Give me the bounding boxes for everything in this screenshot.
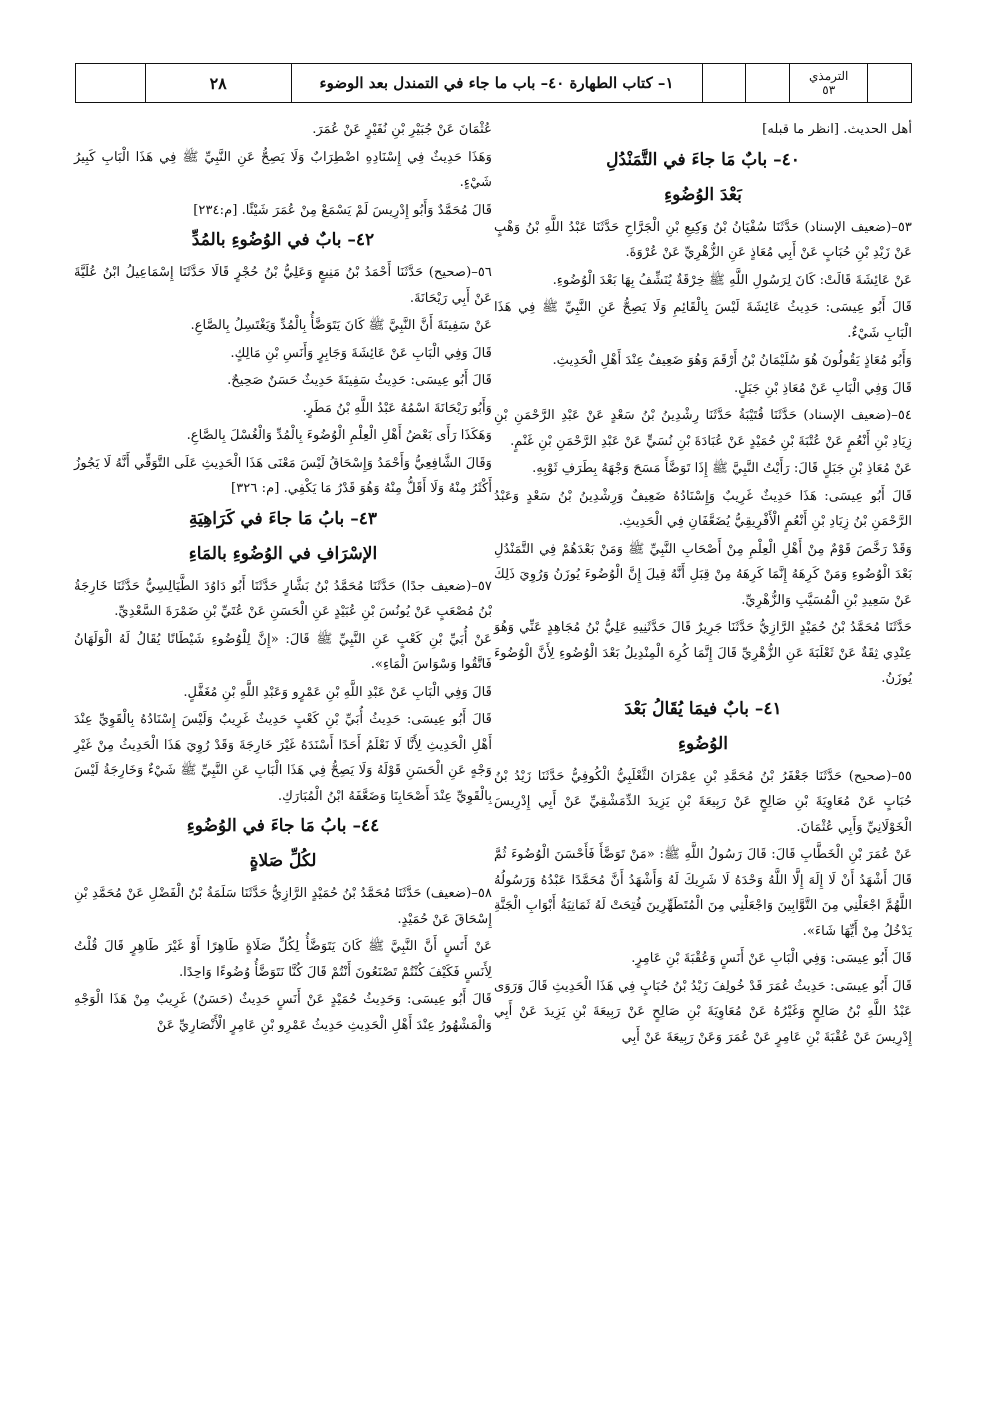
- text-paragraph: وَقَدْ رَخَّصَ قَوْمٌ مِنْ أَهْلِ الْعِلْمِ مِنْ أَصْحَابِ النَّبِيِّ ﷺ وَمَنْ بَعْدَهُمْ فِي التَّمَنْدُلِ بَعْدَ الْوُضُوءِ وَمَنْ كَرِهَهُ إِنَّمَا كَرِهَهُ مِنْ قِبَلِ أَنَّهُ قِيلَ إِنَّ الْوُضُوءَ يُوزَنُ وَرُوِيَ ذَلِكَ عَنْ سَعِيدِ بْنِ الْمُسَيَّبِ وَالزُّهْرِيِّ.: [494, 541, 912, 608]
- chapter-heading: ٤٠– بابٌ مَا جاءَ في التَّمَنْدُلِ: [606, 149, 800, 170]
- text-paragraph: وَقَالَ الشَّافِعِيُّ وَأَحْمَدُ وَإِسْحَاقُ لَيْسَ مَعْنَى هَذَا الْحَدِيثِ عَلَى التَّوَقِّي أَنَّهُ لَا يَجُوزُ أَكْثَرُ مِنْهُ وَلَا أَقَلُّ مِنْهُ وَهُوَ قَدْرُ مَا يَكْفِي. [م: ٣٢٦]: [74, 455, 492, 496]
- text-paragraph: عَنْ سَفِينَةَ أَنَّ النَّبِيَّ ﷺ كَانَ يَتَوَضَّأُ بِالْمُدِّ وَيَغْتَسِلُ بِالصَّاعِ.: [190, 318, 492, 333]
- text-paragraph: عَنْ عُمَرَ بْنِ الْخَطَّابِ قَالَ: قَالَ رَسُولُ اللَّهِ ﷺ: «مَنْ تَوَضَّأَ فَأَحْسَنَ الْوُضُوءَ ثُمَّ قَالَ أَشْهَدُ أَنْ لَا إِلَهَ إِلَّا اللَّهُ وَحْدَهُ لَا شَرِيكَ لَهُ وَأَشْهَدُ أَنَّ مُحَمَّدًا عَبْدُهُ وَرَسُولُهُ اللَّهُمَّ اجْعَلْنِي مِنَ التَّوَّابِينَ وَاجْعَلْنِي مِنَ الْمُتَطَهِّرِينَ فُتِحَتْ لَهُ ثَمَانِيَةُ أَبْوَابِ الْجَنَّةِ يَدْخُلُ مِنْ أَيِّهَا شَاءَ».: [494, 847, 912, 939]
- text-paragraph: ٥٨–(ضعيف) حَدَّثَنَا مُحَمَّدُ بْنُ حُمَيْدٍ الرَّازِيُّ حَدَّثَنَا سَلَمَةُ بْنُ الْفَضْلِ عَنْ مُحَمَّدِ بْنِ إِسْحَاقَ عَنْ حُمَيْدٍ.: [74, 886, 492, 927]
- text-paragraph: ٥٦–(صحيح) حَدَّثَنَا أَحْمَدُ بْنُ مَنِيعٍ وَعَلِيُّ بْنُ حُجْرٍ قَالَا حَدَّثَنَا إِسْمَاعِيلُ ابْنُ عُلَيَّةَ عَنْ أَبِي رَيْحَانَةَ.: [74, 265, 492, 306]
- text-paragraph: قَالَ وَفِي الْبَابِ عَنْ مُعَاذِ بْنِ جَبَلٍ.: [733, 380, 912, 396]
- text-paragraph: وَأَبُو رَيْحَانَةَ اسْمُهُ عَبْدُ اللَّهِ بْنُ مَطَرٍ.: [302, 400, 492, 416]
- text-paragraph: قَالَ أَبُو عِيسَى: وَفِي الْبَابِ عَنْ أَنَسٍ وَعُقْبَةَ بْنِ عَامِرٍ.: [631, 951, 912, 966]
- text-paragraph: عَنْ مُعَاذِ بْنِ جَبَلٍ قَالَ: رَأَيْتُ النَّبِيَّ ﷺ إِذَا تَوَضَّأَ مَسَحَ وَجْهَهُ بِطَرَفِ ثَوْبِهِ.: [532, 461, 912, 476]
- header-cell-blank: [702, 64, 746, 102]
- text-paragraph: وَهَكَذَا رَأَى بَعْضُ أَهْلِ الْعِلْمِ الْوُضُوءَ بِالْمُدِّ وَالْغُسْلَ بِالصَّاعِ.: [186, 428, 492, 443]
- chapter-heading: لكُلِّ صَلاةٍ: [249, 851, 317, 871]
- header-cell-blank: [867, 64, 911, 102]
- chapter-heading: بَعْدَ الوُضُوءِ: [664, 184, 742, 205]
- right-text-column: [494, 117, 912, 1052]
- text-paragraph: قَالَ أَبُو عِيسَى: حَدِيثُ أُبَيِّ بْنِ كَعْبٍ حَدِيثٌ غَرِيبٌ وَلَيْسَ إِسْنَادُهُ بِالْقَوِيِّ عِنْدَ أَهْلِ الْحَدِيثِ لِأَنَّا لَا نَعْلَمُ أَحَدًا أَسْنَدَهُ غَيْرَ خَارِجَةَ وَقَدْ رُوِيَ هَذَا الْحَدِيثُ مِنْ غَيْرِ وَجْهٍ عَنِ الْحَسَنِ قَوْلَهُ وَلَا يَصِحُّ فِي هَذَا الْبَابِ عَنِ النَّبِيِّ ﷺ شَيْءٌ وَخَارِجَةُ لَيْسَ بِالْقَوِيِّ عِنْدَ أَصْحَابِنَا وَضَعَّفَهُ ابْنُ الْمُبَارَكِ.: [74, 712, 492, 804]
- text-paragraph: عَنْ أَنَسٍ أَنَّ النَّبِيَّ ﷺ كَانَ يَتَوَضَّأُ لِكُلِّ صَلَاةٍ طَاهِرًا أَوْ غَيْرَ طَاهِرٍ قَالَ قُلْتُ لِأَنَسٍ فَكَيْفَ كُنْتُمْ تَصْنَعُونَ أَنْتُمْ قَالَ كُنَّا نَتَوَضَّأُ وُضُوءًا وَاحِدًا.: [74, 939, 492, 980]
- book-code-number: ٥٣: [822, 83, 836, 97]
- book-code-name: الترمذي: [809, 69, 849, 83]
- text-paragraph: قَالَ أَبُو عِيسَى: حَدِيثُ عَائِشَةَ لَيْسَ بِالْقَائِمِ وَلَا يَصِحُّ عَنِ النَّبِيِّ ﷺ فِي هَذَا الْبَابِ شَيْءٌ.: [494, 300, 912, 341]
- text-paragraph: ٥٣–(ضعيف الإسناد) حَدَّثَنَا سُفْيَانُ بْنُ وَكِيعِ بْنِ الْجَرَّاحِ حَدَّثَنَا عَبْدُ اللَّهِ بْنُ وَهْبٍ عَنْ زَيْدِ بْنِ حُبَابٍ عَنْ أَبِي مُعَاذٍ عَنِ الزُّهْرِيِّ عَنْ عُرْوَةَ.: [494, 219, 912, 260]
- chapter-heading: ٤٣– بابُ مَا جاءَ في كَرَاهِيَةِ: [189, 508, 377, 529]
- header-chapter-title: ١– كتاب الطهارة ٤٠– باب ما جاء في التمندل بعد الوضوء: [291, 64, 702, 102]
- text-paragraph: قَالَ أَبُو عِيسَى: وَحَدِيثُ حُمَيْدٍ عَنْ أَنَسٍ حَدِيثٌ (حَسَنٌ) غَرِيبٌ مِنْ هَذَا الْوَجْهِ وَالْمَشْهُورُ عِنْدَ أَهْلِ الْحَدِيثِ حَدِيثُ عَمْرِو بْنِ عَامِرٍ الْأَنْصَارِيِّ عَنْ: [74, 992, 492, 1033]
- chapter-heading: ٤٢– بابٌ في الوُضُوءِ بالمُدِّ: [191, 230, 375, 250]
- chapter-heading: الإسْرَافِ في الوُضُوءِ بالمَاءِ: [188, 543, 378, 564]
- header-book-code: [789, 64, 867, 102]
- chapter-heading: ٤٤– بابُ مَا جاءَ في الوُضُوءِ: [186, 816, 380, 836]
- text-paragraph: عَنْ أُبَيِّ بْنِ كَعْبٍ عَنِ النَّبِيِّ ﷺ قَالَ: «إِنَّ لِلْوُضُوءِ شَيْطَانًا يُقَالُ لَهُ الْوَلَهَانُ فَاتَّقُوا وَسْوَاسَ الْمَاءِ».: [74, 631, 492, 672]
- text-paragraph: قَالَ مُحَمَّدٌ وَأَبُو إِدْرِيسَ لَمْ يَسْمَعْ مِنْ عُمَرَ شَيْئًا. [م:٢٣٤]: [193, 202, 492, 218]
- text-paragraph: حَدَّثَنَا مُحَمَّدُ بْنُ حُمَيْدٍ الرَّازِيُّ حَدَّثَنَا جَرِيرٌ قَالَ حَدَّثَنِيهِ عَلِيُّ بْنُ مُجَاهِدٍ عَنِّي وَهُوَ عِنْدِي ثِقَةٌ عَنْ ثَعْلَبَةَ عَنِ الزُّهْرِيِّ قَالَ إِنَّمَا كُرِهَ الْمِنْدِيلُ بَعْدَ الْوُضُوءِ لِأَنَّ الْوُضُوءَ يُوزَنُ.: [494, 620, 912, 686]
- header-cell-blank: [76, 64, 145, 102]
- text-paragraph: وَأَبُو مُعَاذٍ يَقُولُونَ هُوَ سُلَيْمَانُ بْنُ أَرْقَمَ وَهُوَ ضَعِيفٌ عِنْدَ أَهْلِ الْحَدِيثِ.: [552, 353, 912, 368]
- text-paragraph: قَالَ أَبُو عِيسَى: هَذَا حَدِيثٌ غَرِيبٌ وَإِسْنَادُهُ ضَعِيفٌ وَرِشْدِينُ بْنُ سَعْدٍ وَعَبْدُ الرَّحْمَنِ بْنُ زِيَادِ بْنِ أَنْعُمٍ الْأَفْرِيقِيُّ يُضَعَّفَانِ فِي الْحَدِيثِ.: [494, 488, 912, 529]
- text-paragraph: ٥٧–(ضعيف جدًا) حَدَّثَنَا مُحَمَّدُ بْنُ بَشَّارٍ حَدَّثَنَا أَبُو دَاوُدَ الطَّيَالِسِيُّ حَدَّثَنَا خَارِجَةُ بْنُ مُصْعَبٍ عَنْ يُونُسَ بْنِ عُبَيْدٍ عَنِ الْحَسَنِ عَنْ عُتَيِّ بْنِ ضَمْرَةَ السَّعْدِيِّ.: [74, 578, 492, 619]
- text-paragraph: قَالَ وَفِي الْبَابِ عَنْ عَبْدِ اللَّهِ بْنِ عَمْرٍو وَعَبْدِ اللَّهِ بْنِ مُغَفَّلٍ.: [183, 684, 492, 700]
- text-paragraph: وَهَذَا حَدِيثٌ فِي إِسْنَادِهِ اضْطِرَابٌ وَلَا يَصِحُّ عَنِ النَّبِيِّ ﷺ فِي هَذَا الْبَابِ كَبِيرُ شَيْءٍ.: [74, 149, 492, 190]
- running-header: [75, 63, 912, 103]
- text-paragraph: ٥٤–(ضعيف الإسناد) حَدَّثَنَا قُتَيْبَةُ حَدَّثَنَا رِشْدِينُ بْنُ سَعْدٍ عَنْ عَبْدِ الرَّحْمَنِ بْنِ زِيَادِ بْنِ أَنْعُمٍ عَنْ عُتْبَةَ بْنِ حُمَيْدٍ عَنْ عُبَادَةَ بْنِ نُسَيٍّ عَنْ عَبْدِ الرَّحْمَنِ بْنِ غَنْمٍ.: [494, 408, 912, 449]
- text-paragraph: قَالَ أَبُو عِيسَى: حَدِيثُ سَفِينَةَ حَدِيثٌ حَسَنٌ صَحِيحٌ.: [227, 373, 492, 388]
- chapter-heading: الوُضُوءِ: [678, 733, 728, 754]
- text-paragraph: ٥٥–(صحيح) حَدَّثَنَا جَعْفَرُ بْنُ مُحَمَّدِ بْنِ عِمْرَانَ الثَّعْلَبِيُّ الْكُوفِيُّ حَدَّثَنَا زَيْدُ بْنُ حُبَابٍ عَنْ مُعَاوِيَةَ بْنِ صَالِحٍ عَنْ رَبِيعَةَ بْنِ يَزِيدَ الدِّمَشْقِيِّ عَنْ أَبِي إِدْرِيسَ الْخَوْلَانِيِّ وَأَبِي عُثْمَانَ.: [494, 768, 912, 835]
- text-paragraph: عَنْ عَائِشَةَ قَالَتْ: كَانَ لِرَسُولِ اللَّهِ ﷺ خِرْقَةٌ يُنَشِّفُ بِهَا بَعْدَ الْوُضُوءِ.: [552, 272, 912, 288]
- text-paragraph: أهل الحديث. [انظر ما قبله]: [762, 122, 912, 137]
- chapter-heading: ٤١– بابٌ فيمَا يُقَالُ بَعْدَ: [624, 698, 782, 719]
- text-paragraph: قَالَ أَبُو عِيسَى: حَدِيثُ عُمَرَ قَدْ خُولِفَ زَيْدُ بْنُ حُبَابٍ فِي هَذَا الْحَدِيثِ قَالَ وَرَوَى عَبْدُ اللَّهِ بْنُ صَالِحٍ وَغَيْرُهُ عَنْ مُعَاوِيَةَ بْنِ صَالِحٍ عَنْ رَبِيعَةَ بْنِ يَزِيدَ عَنْ أَبِي إِدْرِيسَ عَنْ عُقْبَةَ بْنِ عَامِرٍ عَنْ عُمَرَ وَعَنْ رَبِيعَةَ عَنْ أَبِي: [494, 978, 912, 1045]
- text-paragraph: قَالَ وَفِي الْبَابِ عَنْ عَائِشَةَ وَجَابِرٍ وَأَنَسِ بْنِ مَالِكٍ.: [230, 345, 492, 361]
- page-number: ٢٨: [145, 64, 291, 102]
- header-cell-blank: [745, 64, 789, 102]
- text-paragraph: عُثْمَانَ عَنْ جُبَيْرِ بْنِ نُفَيْرٍ عَنْ عُمَرَ.: [312, 122, 492, 137]
- left-text-column: [74, 117, 492, 1040]
